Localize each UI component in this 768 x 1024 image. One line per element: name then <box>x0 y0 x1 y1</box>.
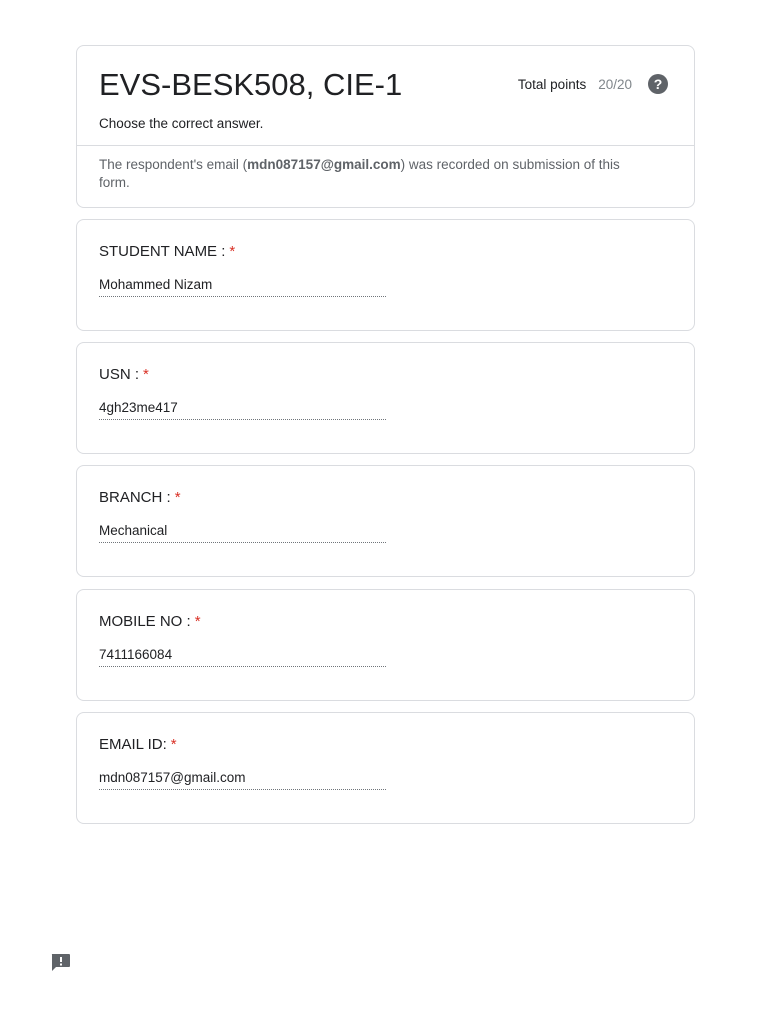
answer-email-id: mdn087157@gmail.com <box>99 770 386 790</box>
question-card-email-id <box>76 712 695 824</box>
total-points-label: Total points <box>517 76 587 92</box>
form-description: Choose the correct answer. <box>99 116 264 131</box>
form-header-card <box>76 45 695 208</box>
question-card-usn <box>76 342 695 454</box>
question-title <box>99 736 177 753</box>
respondent-email: mdn087157@gmail.com <box>247 157 401 172</box>
total-points-value: 20/20 <box>598 76 632 92</box>
question-title <box>99 613 201 630</box>
answer-mobile-no: 7411166084 <box>99 647 386 667</box>
question-card-branch <box>76 465 695 577</box>
question-card-student-name <box>76 219 695 331</box>
email-recorded-note <box>99 156 644 192</box>
required-asterisk: * <box>143 366 149 383</box>
required-asterisk: * <box>170 736 177 753</box>
required-asterisk: * <box>229 243 236 260</box>
question-card-mobile-no <box>76 589 695 701</box>
email-note-prefix: The respondent's email ( <box>99 157 248 172</box>
required-asterisk: * <box>174 489 181 506</box>
total-points <box>518 74 670 94</box>
question-label: MOBILE NO : <box>99 613 191 630</box>
form-header-top <box>77 46 694 146</box>
answer-branch: Mechanical <box>99 523 386 543</box>
question-title <box>99 489 181 506</box>
form-title: EVS-BESK508, CIE-1 <box>99 67 403 102</box>
question-label: BRANCH : <box>99 489 171 506</box>
question-label: USN : <box>99 366 140 383</box>
required-asterisk: * <box>194 613 201 630</box>
answer-usn: 4gh23me417 <box>99 400 386 420</box>
question-title <box>99 243 235 260</box>
question-label: EMAIL ID: <box>99 736 167 753</box>
answer-student-name: Mohammed Nizam <box>99 277 386 297</box>
help-icon[interactable]: ? <box>648 74 668 94</box>
question-title <box>99 366 149 383</box>
question-label: STUDENT NAME : <box>99 243 226 260</box>
report-feedback-icon[interactable] <box>50 953 71 972</box>
email-note-suffix: ) was recorded on submission of this form. <box>99 157 620 190</box>
